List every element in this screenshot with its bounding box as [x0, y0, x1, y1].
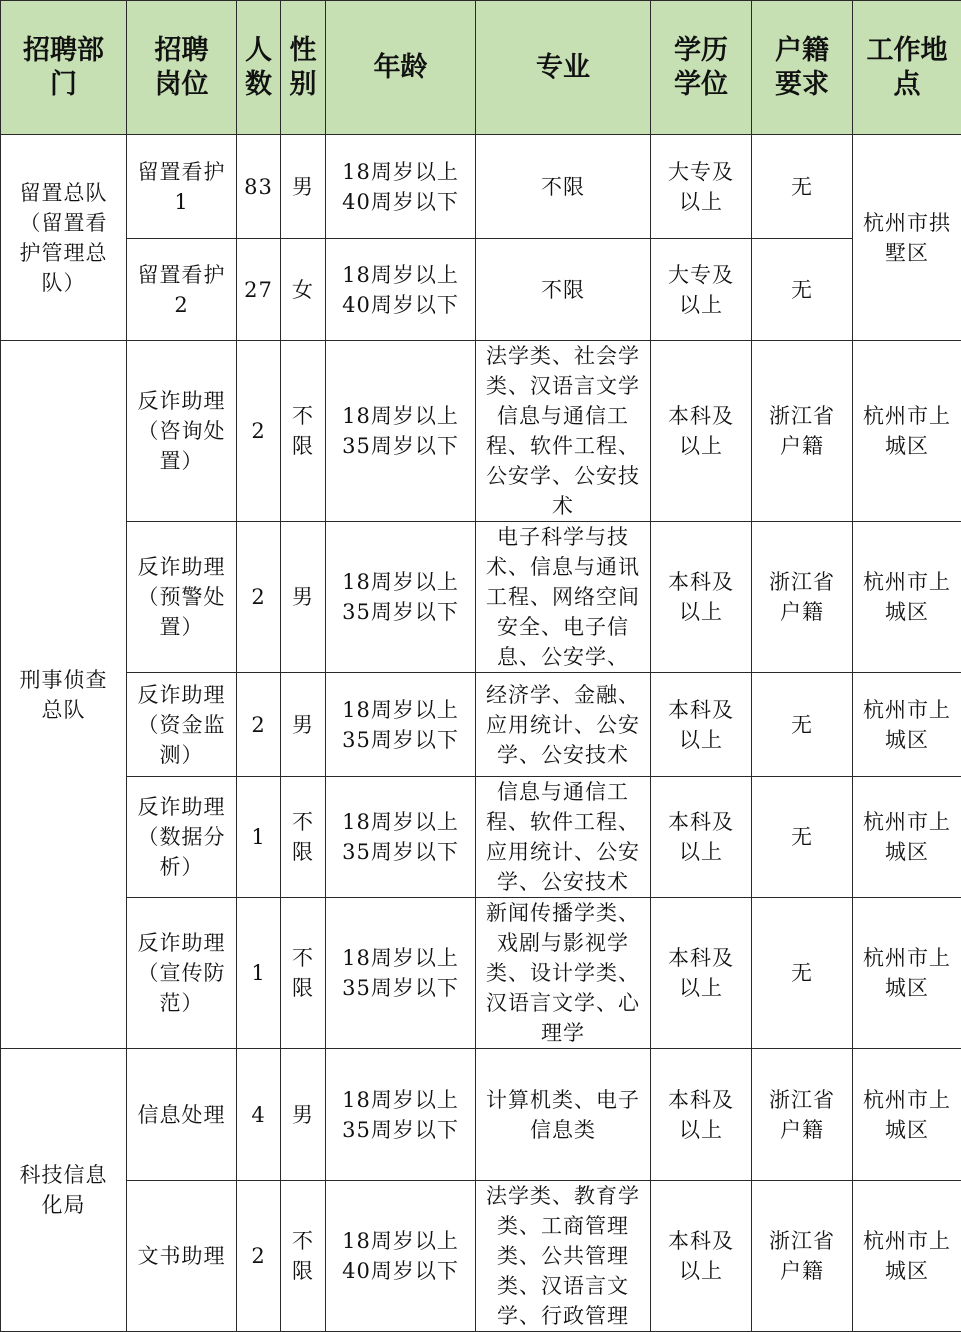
- post-cell: 反诈助理（宣传防范）: [127, 898, 237, 1049]
- gender-cell: 不限: [281, 341, 326, 522]
- education-cell: 本科及以上: [651, 898, 752, 1049]
- header-dept: 招聘部门: [1, 1, 127, 135]
- major-cell: 法学类、社会学类、汉语言文学信息与通信工程、软件工程、公安学、公安技术: [476, 341, 651, 522]
- post-cell: 文书助理: [127, 1181, 237, 1332]
- major-cell: 法学类、教育学类、工商管理类、公共管理类、汉语言文学、行政管理: [476, 1181, 651, 1332]
- hukou-cell: 无: [752, 777, 853, 898]
- count-cell: 1: [237, 777, 281, 898]
- age-cell: 18周岁以上35周岁以下: [326, 341, 476, 522]
- count-cell: 27: [237, 239, 281, 341]
- count-cell: 4: [237, 1049, 281, 1181]
- major-cell: 信息与通信工程、软件工程、应用统计、公安学、公安技术: [476, 777, 651, 898]
- age-cell: 18周岁以上35周岁以下: [326, 777, 476, 898]
- gender-cell: 不限: [281, 898, 326, 1049]
- major-cell: 计算机类、电子信息类: [476, 1049, 651, 1181]
- table-row: [1, 135, 961, 239]
- table-row: [1, 1049, 961, 1181]
- major-cell: 电子科学与技术、信息与通讯工程、网络空间安全、电子信息、公安学、: [476, 522, 651, 673]
- table-row: [1, 239, 961, 341]
- age-cell: 18周岁以上40周岁以下: [326, 239, 476, 341]
- education-cell: 本科及以上: [651, 1049, 752, 1181]
- age-cell: 18周岁以上35周岁以下: [326, 522, 476, 673]
- dept-cell: 留置总队（留置看护管理总队）: [1, 135, 127, 341]
- age-cell: 18周岁以上35周岁以下: [326, 898, 476, 1049]
- age-cell: 18周岁以上40周岁以下: [326, 1181, 476, 1332]
- location-cell: 杭州市上城区: [853, 522, 961, 673]
- location-cell: 杭州市上城区: [853, 1181, 961, 1332]
- dept-cell: 刑事侦查总队: [1, 341, 127, 1049]
- major-cell: 经济学、金融、应用统计、公安学、公安技术: [476, 673, 651, 777]
- header-gender: 性别: [281, 1, 326, 135]
- table-row: [1, 898, 961, 1049]
- count-cell: 2: [237, 673, 281, 777]
- gender-cell: 女: [281, 239, 326, 341]
- header-education: 学历学位: [651, 1, 752, 135]
- header-hukou: 户籍要求: [752, 1, 853, 135]
- location-cell: 杭州市上城区: [853, 898, 961, 1049]
- count-cell: 1: [237, 898, 281, 1049]
- location-cell: 杭州市上城区: [853, 777, 961, 898]
- post-cell: 反诈助理（数据分析）: [127, 777, 237, 898]
- hukou-cell: 浙江省户籍: [752, 522, 853, 673]
- post-cell: 留置看护1: [127, 135, 237, 239]
- header-post: 招聘岗位: [127, 1, 237, 135]
- header-location: 工作地点: [853, 1, 961, 135]
- table-row: [1, 522, 961, 673]
- dept-cell: 科技信息化局: [1, 1049, 127, 1332]
- header-row: [1, 1, 961, 135]
- post-cell: 反诈助理（咨询处置）: [127, 341, 237, 522]
- education-cell: 大专及以上: [651, 135, 752, 239]
- header-count: 人数: [237, 1, 281, 135]
- major-cell: 不限: [476, 239, 651, 341]
- header-age: 年龄: [326, 1, 476, 135]
- age-cell: 18周岁以上35周岁以下: [326, 1049, 476, 1181]
- education-cell: 本科及以上: [651, 673, 752, 777]
- table-row: [1, 1181, 961, 1332]
- education-cell: 本科及以上: [651, 777, 752, 898]
- gender-cell: 男: [281, 135, 326, 239]
- gender-cell: 男: [281, 673, 326, 777]
- table-row: [1, 777, 961, 898]
- hukou-cell: 浙江省户籍: [752, 1181, 853, 1332]
- post-cell: 留置看护2: [127, 239, 237, 341]
- table-row: [1, 673, 961, 777]
- location-cell: 杭州市上城区: [853, 673, 961, 777]
- hukou-cell: 无: [752, 673, 853, 777]
- post-cell: 反诈助理（预警处置）: [127, 522, 237, 673]
- hukou-cell: 浙江省户籍: [752, 1049, 853, 1181]
- hukou-cell: 浙江省户籍: [752, 341, 853, 522]
- age-cell: 18周岁以上35周岁以下: [326, 673, 476, 777]
- hukou-cell: 无: [752, 135, 853, 239]
- location-cell: 杭州市拱墅区: [853, 135, 961, 341]
- hukou-cell: 无: [752, 898, 853, 1049]
- location-cell: 杭州市上城区: [853, 341, 961, 522]
- post-cell: 信息处理: [127, 1049, 237, 1181]
- gender-cell: 男: [281, 1049, 326, 1181]
- education-cell: 本科及以上: [651, 522, 752, 673]
- major-cell: 新闻传播学类、戏剧与影视学类、设计学类、汉语言文学、心理学: [476, 898, 651, 1049]
- age-cell: 18周岁以上40周岁以下: [326, 135, 476, 239]
- education-cell: 大专及以上: [651, 239, 752, 341]
- education-cell: 本科及以上: [651, 341, 752, 522]
- count-cell: 2: [237, 341, 281, 522]
- post-cell: 反诈助理（资金监测）: [127, 673, 237, 777]
- location-cell: 杭州市上城区: [853, 1049, 961, 1181]
- gender-cell: 男: [281, 522, 326, 673]
- major-cell: 不限: [476, 135, 651, 239]
- hukou-cell: 无: [752, 239, 853, 341]
- count-cell: 2: [237, 522, 281, 673]
- count-cell: 83: [237, 135, 281, 239]
- header-major: 专业: [476, 1, 651, 135]
- gender-cell: 不限: [281, 1181, 326, 1332]
- table-row: [1, 341, 961, 522]
- education-cell: 本科及以上: [651, 1181, 752, 1332]
- count-cell: 2: [237, 1181, 281, 1332]
- gender-cell: 不限: [281, 777, 326, 898]
